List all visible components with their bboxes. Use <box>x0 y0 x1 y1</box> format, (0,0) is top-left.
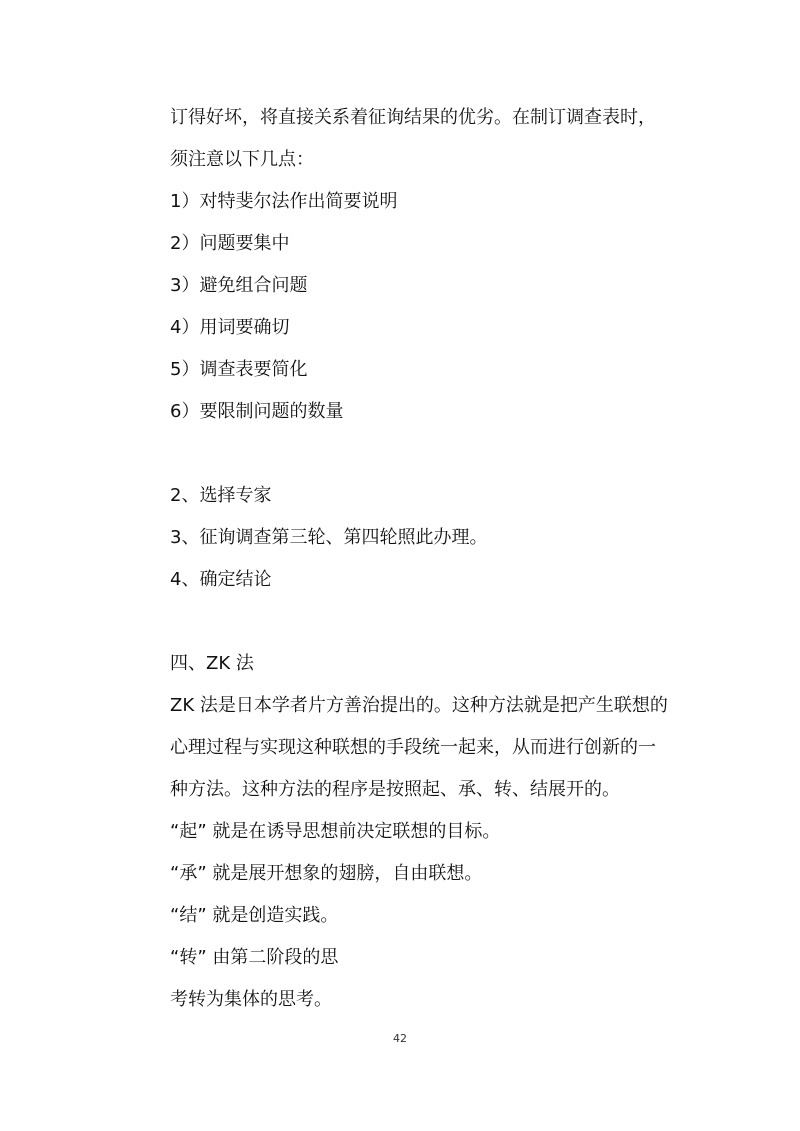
text-line: 订得好坏，将直接关系着征询结果的优劣。在制订调查表时， <box>170 107 656 128</box>
step-item: 3、征询调查第三轮、第四轮照此办理。 <box>170 527 488 548</box>
text-line: “结” 就是创造实践。 <box>170 905 339 926</box>
list-item: 3）避免组合问题 <box>170 275 308 296</box>
text-line: ZK 法是日本学者片方善治提出的。这种方法就是把产生联想的 <box>170 695 668 716</box>
list-item: 5）调查表要简化 <box>170 359 308 380</box>
list-item: 2）问题要集中 <box>170 233 290 254</box>
step-item: 4、确定结论 <box>170 569 272 590</box>
text-line: “转” 由第二阶段的思 <box>170 947 339 968</box>
list-item: 1）对特斐尔法作出简要说明 <box>170 191 398 212</box>
text-line: 须注意以下几点： <box>170 149 314 170</box>
text-line: 种方法。这种方法的程序是按照起、承、转、结展开的。 <box>170 779 620 800</box>
list-item: 6）要限制问题的数量 <box>170 401 344 422</box>
list-item: 4）用词要确切 <box>170 317 290 338</box>
page-number: 42 <box>393 1032 407 1045</box>
text-line: “起” 就是在诱导思想前决定联想的目标。 <box>170 821 501 842</box>
text-line: 心理过程与实现这种联想的手段统一起来，从而进行创新的一 <box>170 737 656 758</box>
step-item: 2、选择专家 <box>170 485 272 506</box>
section-heading: 四、ZK 法 <box>170 653 254 674</box>
text-line: “承” 就是展开想象的翅膀，自由联想。 <box>170 863 483 884</box>
text-line: 考转为集体的思考。 <box>170 989 332 1010</box>
